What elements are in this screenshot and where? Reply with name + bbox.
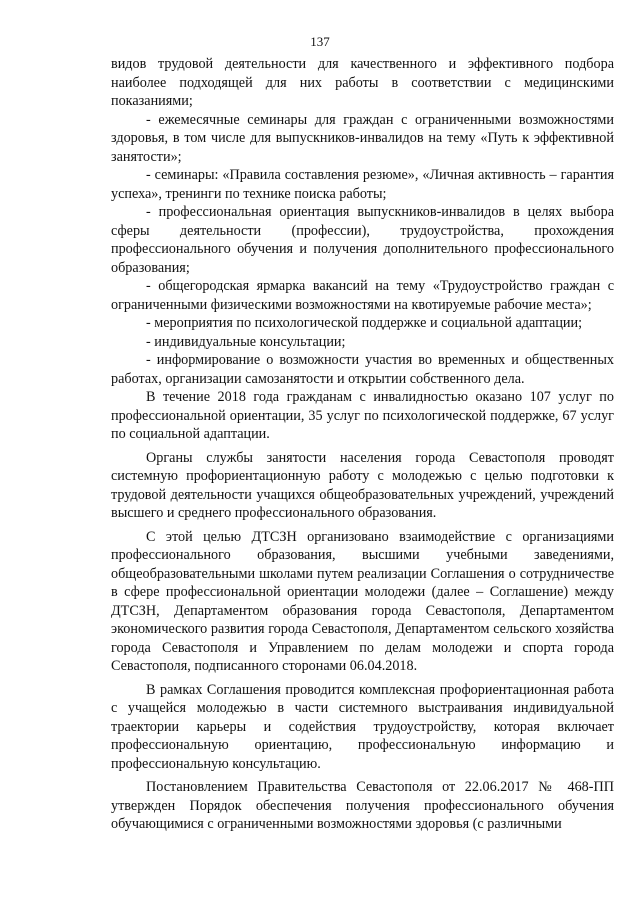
paragraph-continuation: видов трудовой деятельности для качественного и эффективного подбора наиболее подходящей для них работы в соответствии с медицинскими показаниями; <box>111 56 614 109</box>
paragraph-resolution: Постановлением Правительства Севастополя от 22.06.2017 № 468-ПП утвержден Порядок обеспечения получения профессионального обучения обучающимися с ограниченными возможностями здоровья (с различными <box>111 779 614 832</box>
page-number: 137 <box>310 34 330 49</box>
list-item-consultations: - индивидуальные консультации; <box>146 333 346 350</box>
list-item-seminars-resume: - семинары: «Правила составления резюме», «Личная активность – гарантия успеха», тренинги по технике поиска работы; <box>111 167 614 202</box>
document-body <box>111 55 614 834</box>
paragraph-agreement-framework: В рамках Соглашения проводится комплексная профориентационная работа с учащейся молодежью в части системного выстраивания индивидуальной траектории карьеры и содействия трудоустройству, которая включает профессиональную ориентацию, профессиональную информацию и профессиональную консультацию. <box>111 681 614 772</box>
list-item-psychological-support: - мероприятия по психологической поддержке и социальной адаптации; <box>146 315 583 331</box>
paragraph-services-2018: В течение 2018 года гражданам с инвалидностью оказано 107 услуг по профессиональной ориентации, 35 услуг по психологической поддержке, 67 услуг по социальной адаптации. <box>111 389 614 442</box>
list-item-seminars-monthly: - ежемесячные семинары для граждан с ограниченными возможностями здоровья, в том числе для выпускников-инвалидов на тему «Путь к эффективной занятости»; <box>111 111 614 165</box>
list-item-career-guidance: - профессиональная ориентация выпускников-инвалидов в целях выбора сферы деятельности (профессии), трудоустройства, прохождения профессионального обучения и получения дополнительного профессионального образования; <box>111 204 614 276</box>
list-item-job-fair: - общегородская ярмарка вакансий на тему «Трудоустройство граждан с ограниченными физическими возможностями на квотируемые рабочие места»; <box>111 278 614 313</box>
paragraph-employment-service: Органы службы занятости населения города Севастополя проводят системную профориентационную работу с молодежью с целью подготовки к трудовой деятельности учащихся общеобразовательных учреждений, учреждений высшего и среднего профессионального образования. <box>111 449 614 521</box>
list-item-informing: - информирование о возможности участия во временных и общественных работах, организации самозанятости и открытии собственного дела. <box>111 352 614 387</box>
paragraph-cooperation: С этой целью ДТСЗН организовано взаимодействие с организациями профессионального образования, высшими учебными заведениями, общеобразовательными школами путем реализации Соглашения о сотрудничестве в сфере профессиональной ориентации молодежи (далее – Соглашение) между ДТСЗН, Департаментом образования города Севастополя, Департаментом экономического развития города Севастополя, Департаментом сельского хозяйства города Севастополя и Управлением по делам молодежи и спорта города Севастополя, подписанного сторонами 06.04.2018. <box>111 528 614 674</box>
